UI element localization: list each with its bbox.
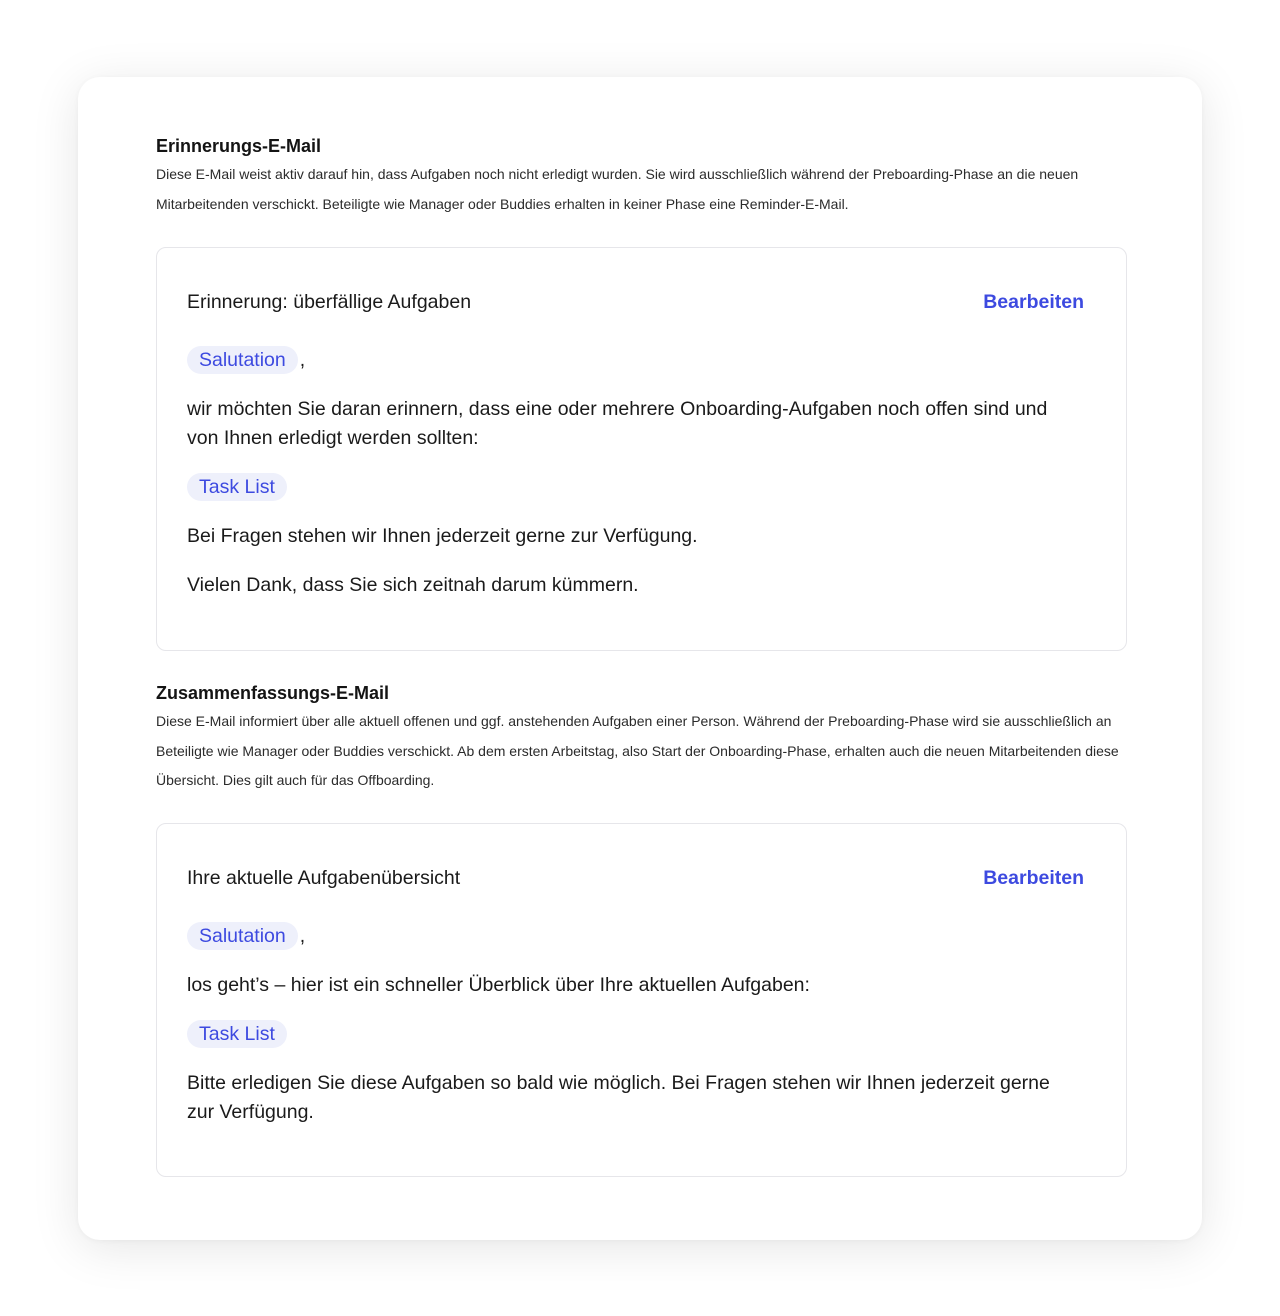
summary-section-description: Diese E-Mail informiert über alle aktuell offenen und ggf. anstehenden Aufgaben einer Person. Während der Preboarding-Phase wird sie ausschließlich an Beteiligte wie Manager oder Buddies verschickt. Ab dem ersten Arbeitstag, also Start der Onboarding-Phase, erhalten auch die neuen Mitarbeitenden diese Übersicht. Dies gilt auch für das Offboarding.	[156, 713, 1119, 788]
salutation-placeholder-chip: Salutation	[187, 346, 298, 374]
summary-email-card	[156, 823, 1127, 1177]
reminder-edit-button[interactable]: Bearbeiten	[983, 291, 1084, 313]
summary-section-title: Zusammenfassungs-E-Mail	[156, 683, 390, 703]
salutation-comma: ,	[299, 349, 306, 371]
salutation-placeholder-chip: Salutation	[187, 922, 298, 950]
reminder-section	[156, 134, 1127, 219]
summary-email-subject: Ihre aktuelle Aufgabenübersicht	[187, 867, 461, 889]
reminder-task-row	[187, 473, 1072, 502]
summary-salutation-row	[187, 922, 1072, 951]
reminder-paragraph-3: Vielen Dank, dass Sie sich zeitnah darum kümmern.	[187, 574, 639, 596]
summary-edit-button[interactable]: Bearbeiten	[983, 867, 1084, 889]
reminder-email-subject: Erinnerung: überfällige Aufgaben	[187, 291, 472, 313]
summary-paragraph-1: los geht’s – hier ist ein schneller Überblick über Ihre aktuellen Aufgaben:	[187, 974, 810, 996]
salutation-comma: ,	[299, 925, 306, 947]
reminder-section-title: Erinnerungs-E-Mail	[156, 136, 322, 156]
task-list-placeholder-chip: Task List	[187, 1020, 287, 1048]
summary-paragraph-2: Bitte erledigen Sie diese Aufgaben so bald wie möglich. Bei Fragen stehen wir Ihnen jederzeit gerne zur Verfügung.	[187, 1072, 1050, 1123]
summary-section	[156, 681, 1127, 796]
task-list-placeholder-chip: Task List	[187, 473, 287, 501]
summary-task-row	[187, 1020, 1072, 1049]
email-templates-panel	[78, 77, 1202, 1240]
reminder-paragraph-2: Bei Fragen stehen wir Ihnen jederzeit gerne zur Verfügung.	[187, 525, 698, 547]
reminder-paragraph-1: wir möchten Sie daran erinnern, dass eine oder mehrere Onboarding-Aufgaben noch offen sind und von Ihnen erledigt werden sollten:	[187, 398, 1048, 449]
reminder-email-card	[156, 247, 1127, 651]
reminder-salutation-row	[187, 346, 1072, 375]
reminder-section-description: Diese E-Mail weist aktiv darauf hin, dass Aufgaben noch nicht erledigt wurden. Sie wird ausschließlich während der Preboarding-Phase an die neuen Mitarbeitenden verschickt. Beteiligte wie Manager oder Buddies erhalten in keiner Phase eine Reminder-E-Mail.	[156, 166, 1079, 212]
